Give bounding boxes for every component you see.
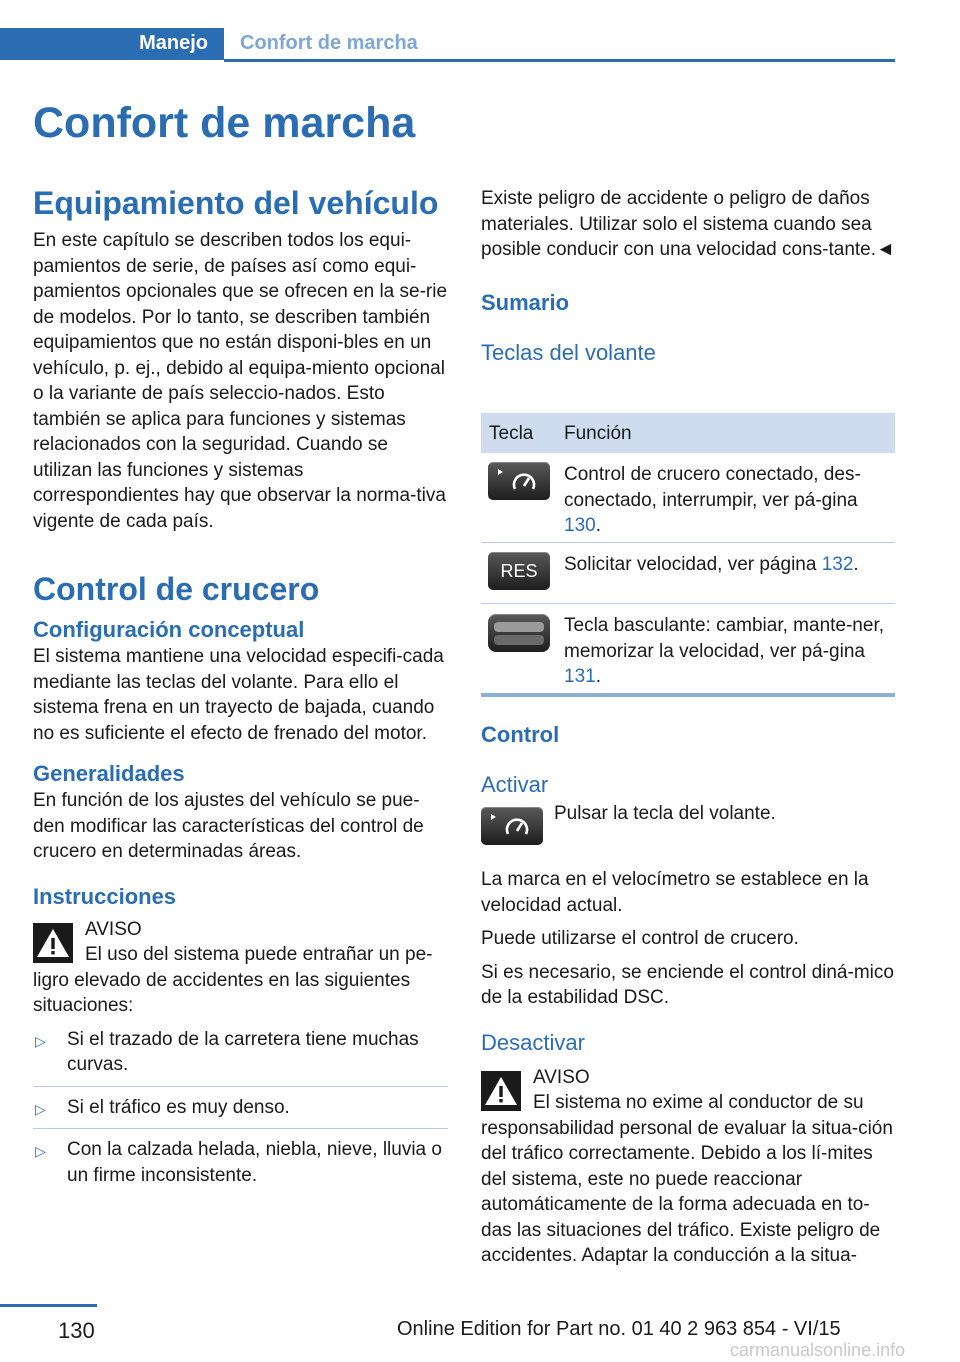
right-column-top xyxy=(481,186,895,367)
watermark: carmanualsonline.info xyxy=(730,1340,906,1360)
col-header-function: Función xyxy=(564,423,632,444)
warning-text: El sistema no exime al conductor de su responsabilidad personal de evaluar la situa-ción del tráfico correctamente. Debido a los lí-mites del sistema, este no puede reaccionar automáticamente de la forma adecuada en to-das las situaciones del tráfico. Existe peligro de accidentes. Adaptar la conducción a la situa- xyxy=(481,1092,893,1266)
steering-buttons-heading: Teclas del volante xyxy=(481,339,656,365)
left-column xyxy=(33,184,448,1188)
bullet-triangle-icon: ▷ xyxy=(35,1143,46,1159)
activate-paragraph-1: La marca en el velocímetro se establece en la velocidad actual. xyxy=(481,869,869,916)
activate-paragraph-2: Puede utilizarse el control de crucero. xyxy=(481,928,799,949)
page-link[interactable]: 132 xyxy=(821,554,854,575)
hazard-list xyxy=(33,1027,448,1189)
table-bottom-rule xyxy=(481,693,895,697)
col-header-button: Tecla xyxy=(489,423,534,444)
header-section-label: Manejo xyxy=(139,32,208,54)
list-divider xyxy=(33,1086,448,1087)
warning-triangle-icon xyxy=(481,1071,521,1111)
warning-text: El uso del sistema puede entrañar un pe-ligro elevado de accidentes en las siguientes situaciones: xyxy=(33,944,433,1016)
equipment-paragraph: En este capítulo se describen todos los equi-pamientos de serie, de países así como equi-pamientos opcionales que se ofrecen en la se-rie de modelos. Por lo tanto, se describen también equipamientos que no están disponi-bles en un vehículo, p. ej., debido al equipa-miento opcional o la variante de país seleccio-nados. Esto también se aplica para funciones y sistemas relacionados con la seguridad. Cuando se utilizan las funciones y sistemas correspondientes hay que observar la norma-tiva vigente de cada país. xyxy=(33,230,448,532)
header-subsection-label: Confort de marcha xyxy=(240,32,418,54)
header-rule xyxy=(224,59,895,62)
row-function-text: Solicitar velocidad, ver página 132. xyxy=(564,554,859,575)
buttons-table xyxy=(481,413,895,697)
concept-paragraph: El sistema mantiene una velocidad especifi-cada mediante las teclas del volante. Para ello el sistema frena en un trayecto de bajada, cuando no es suficiente el efecto de frenado del motor. xyxy=(33,646,444,744)
equipment-heading: Equipamiento del vehículo xyxy=(33,185,439,221)
table-header xyxy=(481,413,895,453)
online-edition-note: Online Edition for Part no. 01 40 2 963 854 - VI/15 xyxy=(397,1318,841,1340)
table-row xyxy=(481,543,895,604)
warning-triangle-icon xyxy=(33,923,73,963)
page-title: Confort de marcha xyxy=(33,99,416,147)
page-link[interactable]: 131 xyxy=(564,666,596,687)
right-column-bottom xyxy=(481,721,895,1269)
warning-block xyxy=(33,917,448,1019)
list-item-text: Si el tráfico es muy denso. xyxy=(67,1096,290,1118)
instructions-heading: Instrucciones xyxy=(33,883,177,909)
deactivate-heading: Desactivar xyxy=(481,1029,585,1055)
general-paragraph: En función de los ajustes del vehículo se pue-den modificar las características del control de crucero en determinadas áreas. xyxy=(33,790,424,862)
list-item-text: Si el trazado de la carretera tiene muchas curvas. xyxy=(67,1028,419,1075)
cruise-control-icon xyxy=(488,462,550,500)
table-row xyxy=(481,453,895,543)
list-item-text: Con la calzada helada, niebla, nieve, lluvia o un firme inconsistente. xyxy=(67,1139,442,1186)
continued-warning-text: Existe peligro de accidente o peligro de daños materiales. Utilizar solo el sistema cuando sea posible conducir con una velocidad cons-tante.◄ xyxy=(481,188,895,260)
warning-label: AVISO xyxy=(533,1066,590,1088)
activate-heading: Activar xyxy=(481,772,549,797)
summary-heading: Sumario xyxy=(481,289,570,315)
footer-rule xyxy=(0,1304,97,1307)
warning-block xyxy=(481,1065,895,1269)
cruise-control-heading: Control de crucero xyxy=(33,571,320,607)
page-link[interactable]: 130 xyxy=(564,515,596,536)
res-button-icon: RES xyxy=(488,552,550,590)
list-divider xyxy=(33,1128,448,1129)
activate-step xyxy=(481,805,895,861)
row-function-text: Tecla basculante: cambiar, mante-ner, memorizar la velocidad, ver pá-gina 131. xyxy=(564,615,885,687)
control-heading: Control xyxy=(481,722,560,747)
list-item xyxy=(33,1095,448,1121)
cruise-control-icon xyxy=(481,807,543,845)
page-number: 130 xyxy=(58,1318,95,1343)
activate-instruction: Pulsar la tecla del volante. xyxy=(554,803,776,824)
header-section-tab xyxy=(0,28,224,60)
activate-paragraph-3: Si es necesario, se enciende el control diná-mico de la estabilidad DSC. xyxy=(481,961,894,1008)
table-row xyxy=(481,604,895,693)
warning-label: AVISO xyxy=(85,918,142,940)
list-item xyxy=(33,1027,448,1078)
list-item xyxy=(33,1137,448,1188)
concept-heading: Configuración conceptual xyxy=(33,617,305,642)
rocker-switch-icon xyxy=(488,614,550,652)
bullet-triangle-icon: ▷ xyxy=(35,1100,46,1117)
general-heading: Generalidades xyxy=(33,761,185,786)
row-function-text: Control de crucero conectado, des-conectado, interrumpir, ver pá-gina 130. xyxy=(564,464,861,536)
bullet-triangle-icon: ▷ xyxy=(35,1032,46,1049)
